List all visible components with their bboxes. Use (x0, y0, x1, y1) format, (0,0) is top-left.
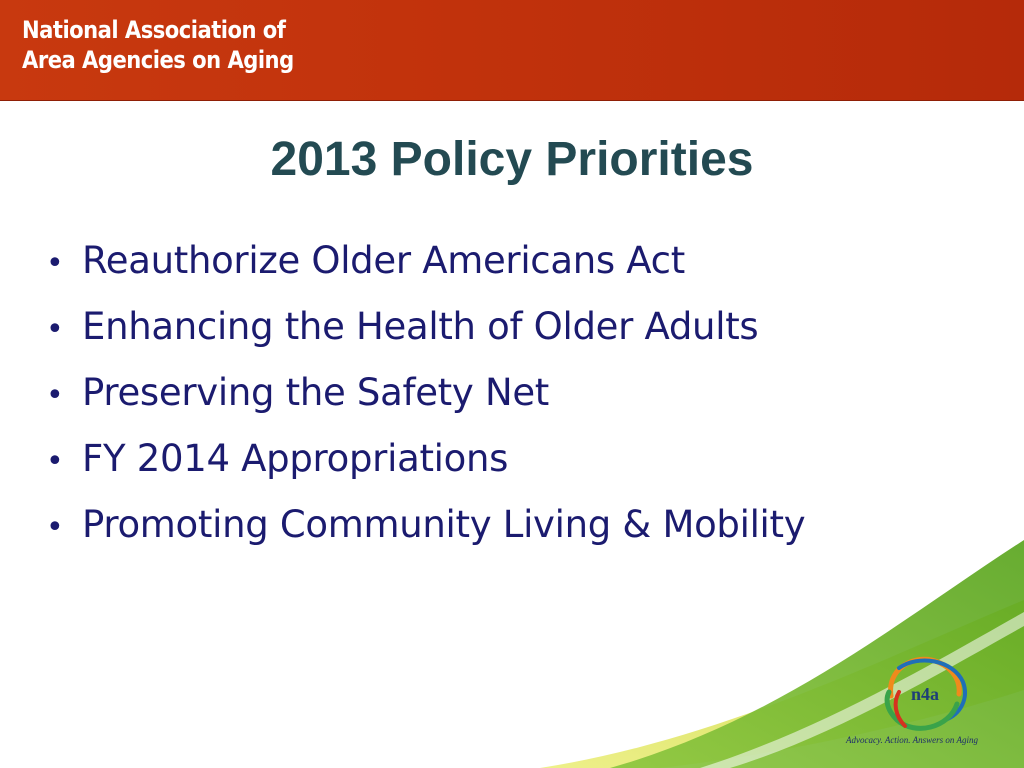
organization-name-line-2: Area Agencies on Aging (22, 46, 294, 74)
bullet-icon: • (46, 378, 64, 413)
bullet-icon: • (46, 312, 64, 347)
bullet-icon: • (46, 510, 64, 545)
bullet-text: Reauthorize Older Americans Act (82, 239, 685, 282)
tagline: Advocacy. Action. Answers on Aging (846, 735, 978, 745)
bullet-text: Enhancing the Health of Older Adults (82, 305, 759, 348)
slide-title: 2013 Policy Priorities (270, 133, 754, 186)
organization-name-line-1: National Association of (22, 16, 286, 44)
bullet-text: Promoting Community Living & Mobility (82, 503, 806, 546)
bullet-text: FY 2014 Appropriations (82, 437, 509, 480)
bullet-icon: • (46, 444, 64, 479)
logo-text: n4a (910, 684, 940, 704)
bullet-text: Preserving the Safety Net (82, 371, 549, 414)
bullet-icon: • (46, 246, 64, 281)
n4a-logo (875, 648, 975, 738)
